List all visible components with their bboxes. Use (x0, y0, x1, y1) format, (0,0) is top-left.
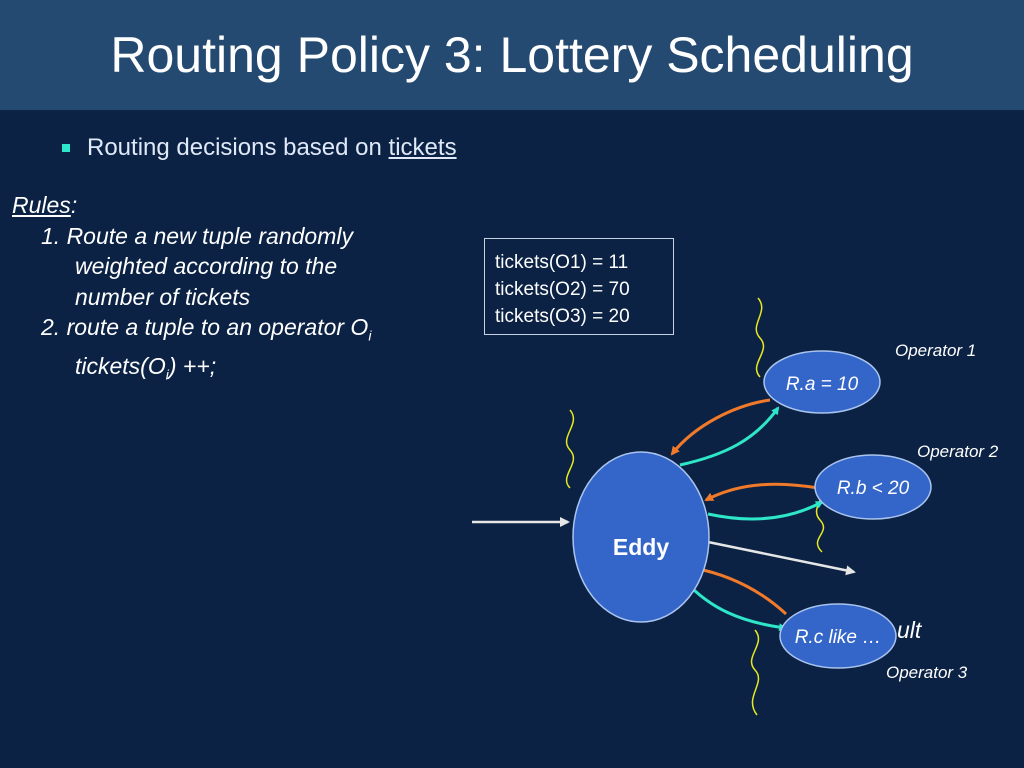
forward-arrow-op2 (708, 502, 822, 519)
rule-2-subscript: i (368, 327, 372, 344)
rule-2-line-2-subscript: i (165, 366, 169, 383)
return-arrow-op3 (694, 568, 786, 614)
slide-title: Routing Policy 3: Lottery Scheduling (110, 27, 914, 83)
operator-2-predicate: R.b < 20 (836, 478, 910, 499)
rule-1-line-1: 1. Route a new tuple randomly (41, 222, 353, 249)
tickets-o2: tickets(O2) = 70 (495, 279, 630, 300)
operator-1-predicate: R.a = 10 (785, 374, 859, 395)
eddy-label: Eddy (612, 534, 670, 560)
output-arrow (708, 542, 854, 572)
rule-1-line-2: weighted according to the (75, 253, 338, 279)
forward-arrow-op1 (680, 408, 778, 465)
squiggle-top (756, 298, 763, 377)
forward-arrow-op3 (686, 582, 785, 628)
operator-1-name: Operator 1 (895, 341, 977, 360)
rule-2-text: 2. route a tuple to an operator O (41, 314, 369, 340)
return-arrow-op1 (672, 400, 770, 454)
operator-3-name: Operator 3 (886, 663, 968, 682)
rules-heading-suffix: : (70, 192, 78, 218)
squiggle-bottom (752, 630, 759, 715)
rule-2-line-2-post: ) ++; (168, 353, 217, 380)
result-label: ult (897, 617, 922, 643)
rule-1-line-3: number of tickets (75, 283, 251, 310)
tickets-o1: tickets(O1) = 11 (495, 252, 629, 273)
bullet-text-main: Routing decisions based on (87, 134, 389, 161)
tickets-o3: tickets(O3) = 20 (495, 306, 630, 327)
rules-heading: Rules (12, 192, 71, 218)
operator-3-predicate: R.c like … (794, 627, 882, 648)
squiggle-left (567, 410, 574, 488)
rule-2-line-2-pre: tickets(O (75, 353, 166, 380)
bullet-highlight: tickets (388, 134, 457, 161)
return-arrow-op2 (706, 484, 818, 500)
operator-2-name: Operator 2 (917, 442, 999, 461)
